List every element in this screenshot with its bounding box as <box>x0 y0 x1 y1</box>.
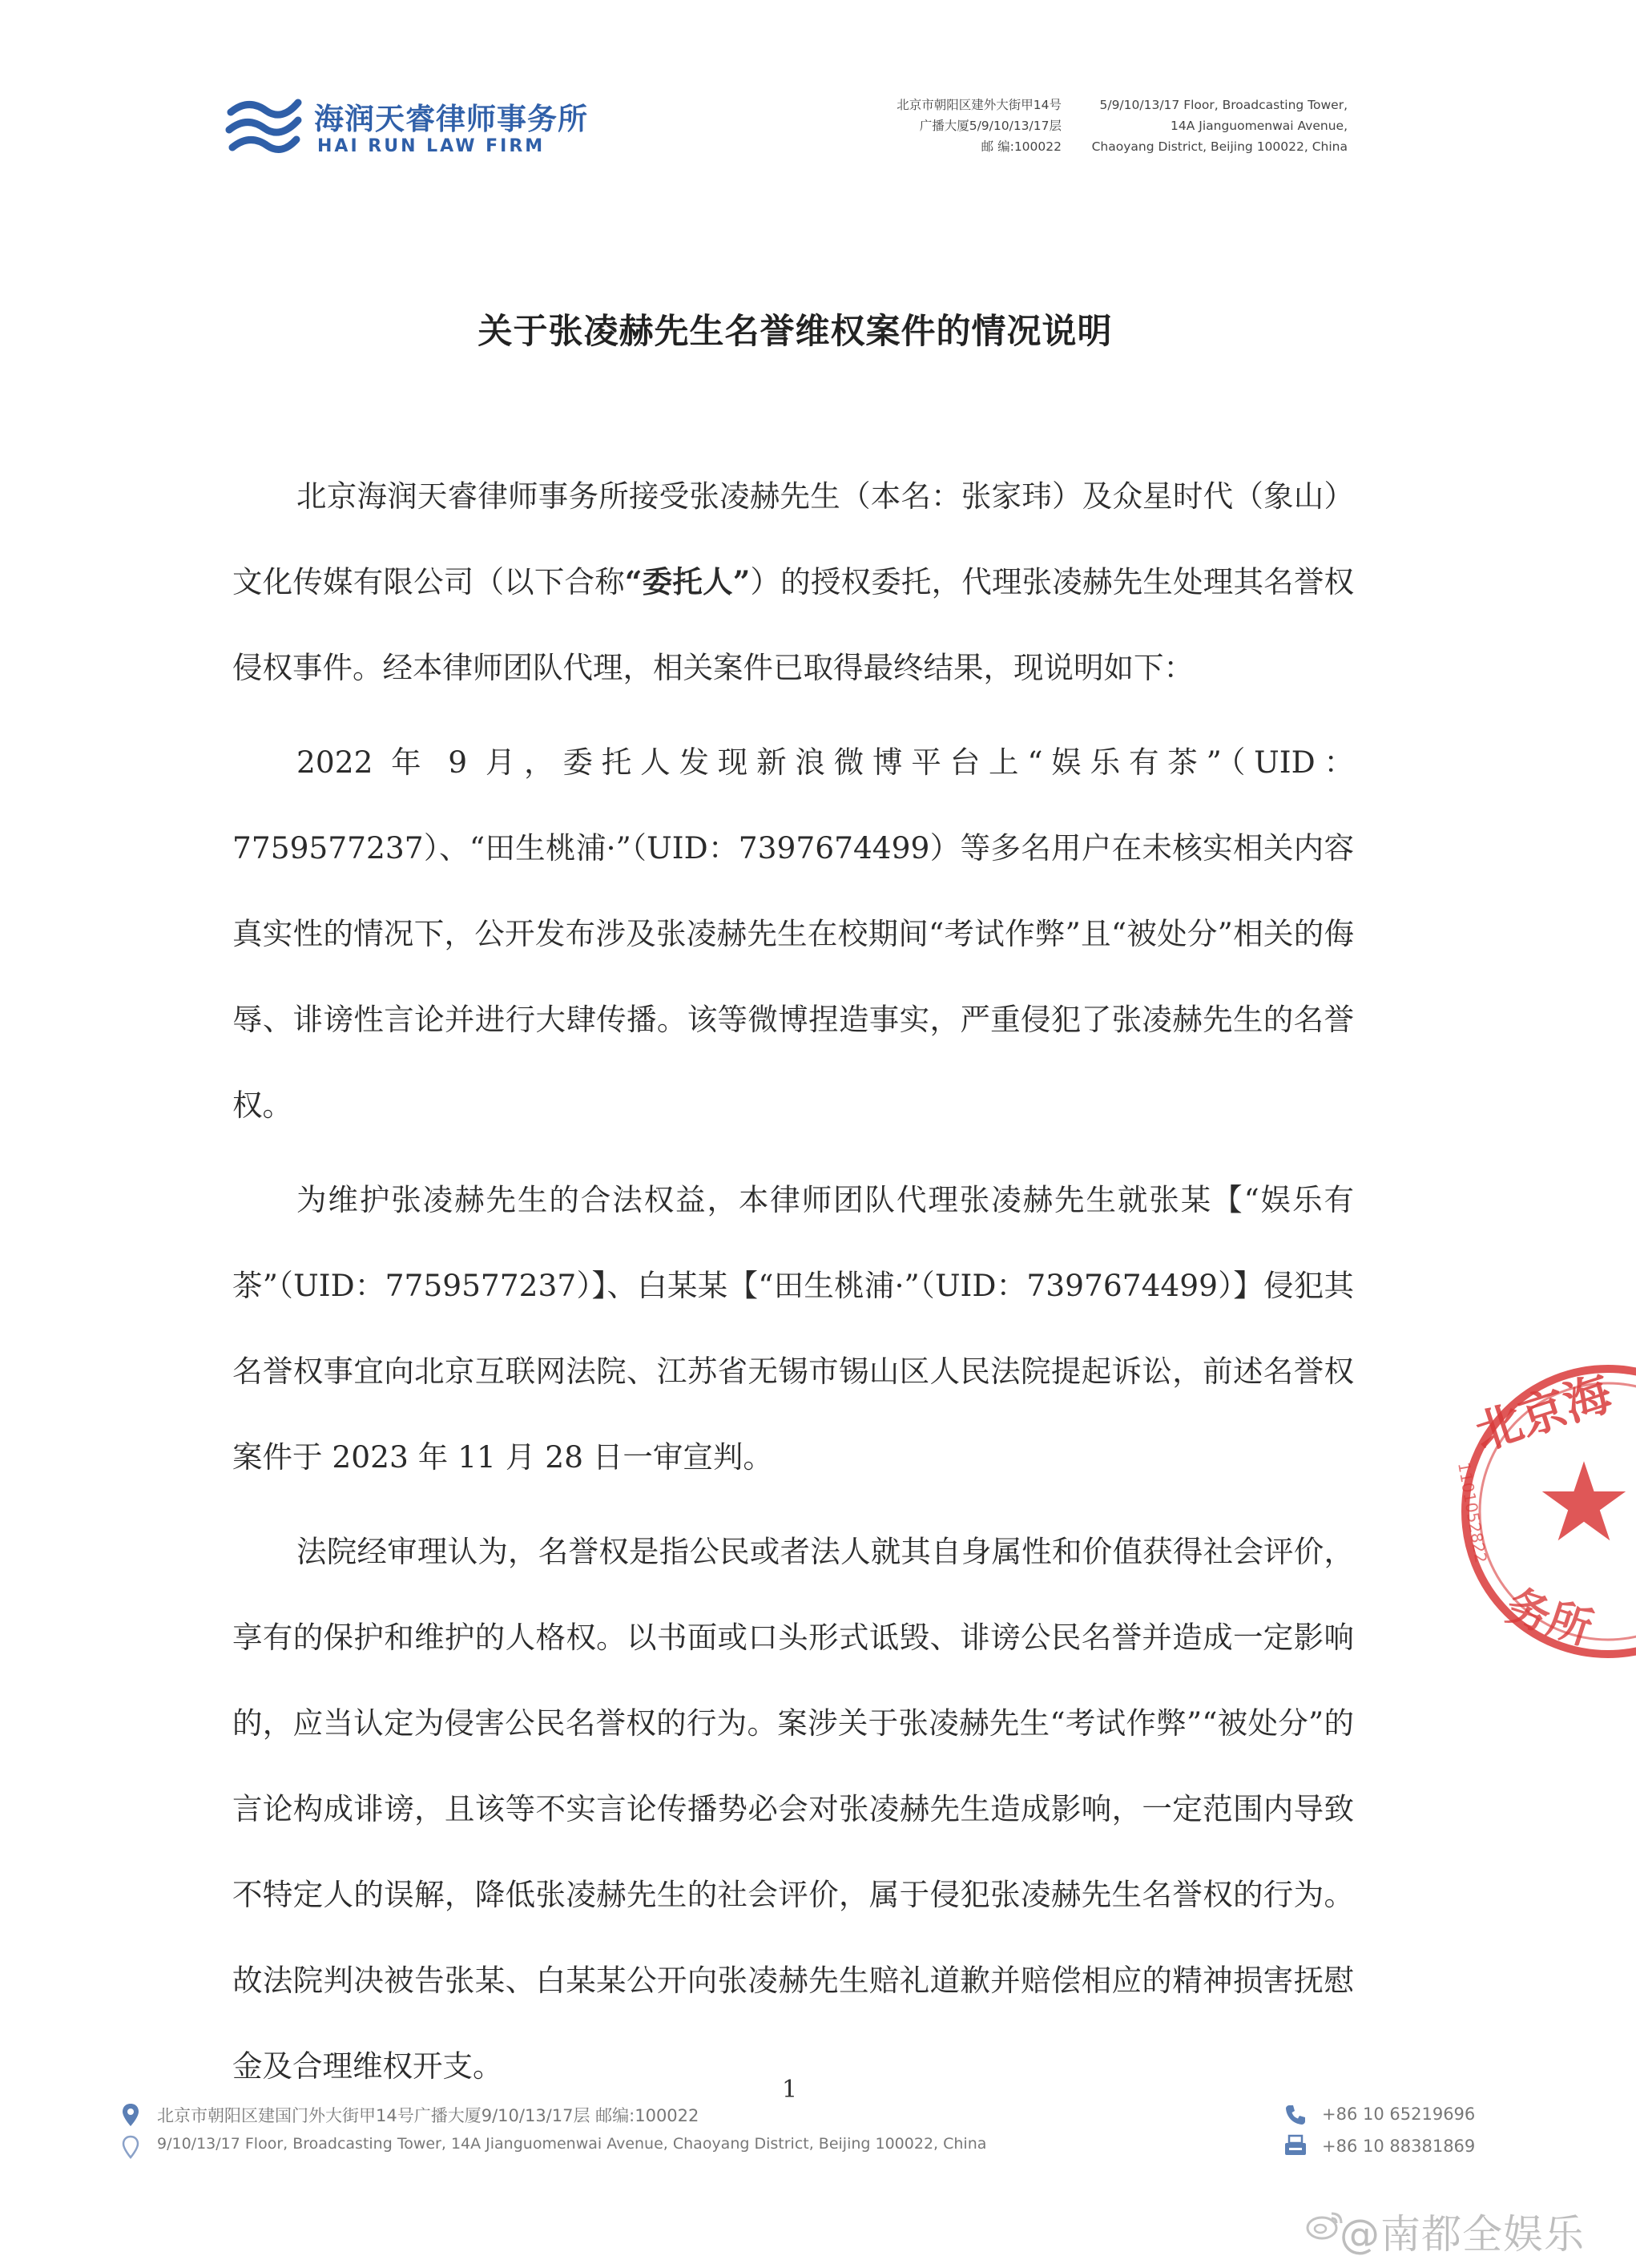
paragraph-2 <box>232 720 1354 1148</box>
paragraph-text: 北京海润天睿律师事务所接受张凌赫先生（本名：张家玮）及众星时代（象山）文化传媒有限公司（以下合称 <box>232 478 1354 599</box>
header-address-en <box>1092 95 1348 157</box>
official-seal <box>1412 1351 1636 1672</box>
footer-fax: +86 10 88381869 <box>1322 2137 1476 2156</box>
location-pin-outline-icon <box>122 2135 139 2159</box>
header-address-cn <box>897 95 1062 157</box>
seal-tail-text: 务所 <box>1500 1580 1598 1655</box>
header-address-cn-line: 邮 编:100022 <box>981 139 1062 154</box>
paragraph-text: 法院经审理认为，名誉权是指公民或者法人就其自身属性和价值获得社会评价，享有的保护和维护的人格权。以书面或口头形式诋毁、诽谤公民名誉并造成一定影响的，应当认定为侵害公民名誉权的行为。案涉关于张凌赫先生“考试作弊”“被处分”的言论构成诽谤，且该等不实言论传播势必会对张凌赫先生造成影响，一定范围内导致不特定人的误解，降低张凌赫先生的社会评价，属于侵犯张凌赫先生名誉权的行为。故法院判决被告张某、白某某公开向张凌赫先生赔礼道歉并赔偿相应的精神损害抚慰金及合理维权开支。 <box>232 1534 1354 2084</box>
weibo-logo-icon <box>1306 2209 1344 2241</box>
fax-icon <box>1283 2135 1308 2157</box>
paragraph-text: 2022 年 9 月，委托人发现新浪微博平台上“娱乐有茶”（UID：7759577237）、“田生桃浦·”（UID：7397674499）等多名用户在未核实相关内容真实性的情况下，公开发布涉及张凌赫先生在校期间“考试作弊”且“被处分”相关的侮辱、诽谤性言论并进行大肆传播。该等微博捏造事实，严重侵犯了张凌赫先生的名誉权。 <box>232 745 1354 1123</box>
header-address-cn-line: 广播大厦5/9/10/13/17层 <box>919 119 1062 133</box>
firm-logo <box>224 88 588 168</box>
paragraph-text: 为维护张凌赫先生的合法权益，本律师团队代理张凌赫先生就张某【“娱乐有茶”（UID：7759577237）】、白某某【“田生桃浦·”（UID：7397674499）】侵犯其名誉权事宜向北京互联网法院、江苏省无锡市锡山区人民法院提起诉讼，前述名誉权案件于 2023 年 11 月 28 日一审宣判。 <box>232 1182 1354 1475</box>
firm-name-cn: 海润天睿律师事务所 <box>314 102 588 136</box>
document-title: 关于张凌赫先生名誉维权案件的情况说明 <box>478 312 1113 352</box>
firm-logo-icon <box>224 91 303 163</box>
seal-text: 北京海 <box>1468 1366 1618 1461</box>
watermark: @南都全娱乐 <box>1340 2211 1585 2258</box>
header-address-en-line: Chaoyang District, Beijing 100022, China <box>1091 139 1348 154</box>
paragraph-3 <box>232 1157 1354 1500</box>
document-body <box>232 454 1354 2118</box>
seal-stamp-icon <box>1412 1351 1636 1672</box>
footer-telephone: +86 10 65219696 <box>1322 2105 1476 2124</box>
paragraph-1 <box>232 454 1354 711</box>
page-number: 1 <box>782 2076 798 2104</box>
footer-address-en: 9/10/13/17 Floor, Broadcasting Tower, 14A Jianguomenwai Avenue, Chaoyang District, Beijing 100022, China <box>157 2135 987 2153</box>
footer-address-cn: 北京市朝阳区建国门外大街甲14号广播大厦9/10/13/17层 邮编:100022 <box>157 2106 699 2125</box>
header-address-en-line: 5/9/10/13/17 Floor, Broadcasting Tower, <box>1099 98 1348 112</box>
phone-icon <box>1283 2103 1308 2127</box>
firm-name-en: HAI RUN LAW FIRM <box>317 136 546 156</box>
paragraph-bold-text: “委托人” <box>624 564 751 599</box>
paragraph-text: ）的授权委托，代理张凌赫先生处理其名誉权侵权事件。经本律师团队代理，相关案件已取得最终结果，现说明如下： <box>232 564 1355 685</box>
location-pin-icon <box>122 2103 139 2127</box>
seal-number: 1101052822 <box>1454 1460 1491 1565</box>
header-address-en-line: 14A Jianguomenwai Avenue, <box>1171 119 1348 133</box>
paragraph-4 <box>232 1509 1354 2109</box>
header-address-cn-line: 北京市朝阳区建外大街甲14号 <box>897 98 1062 112</box>
